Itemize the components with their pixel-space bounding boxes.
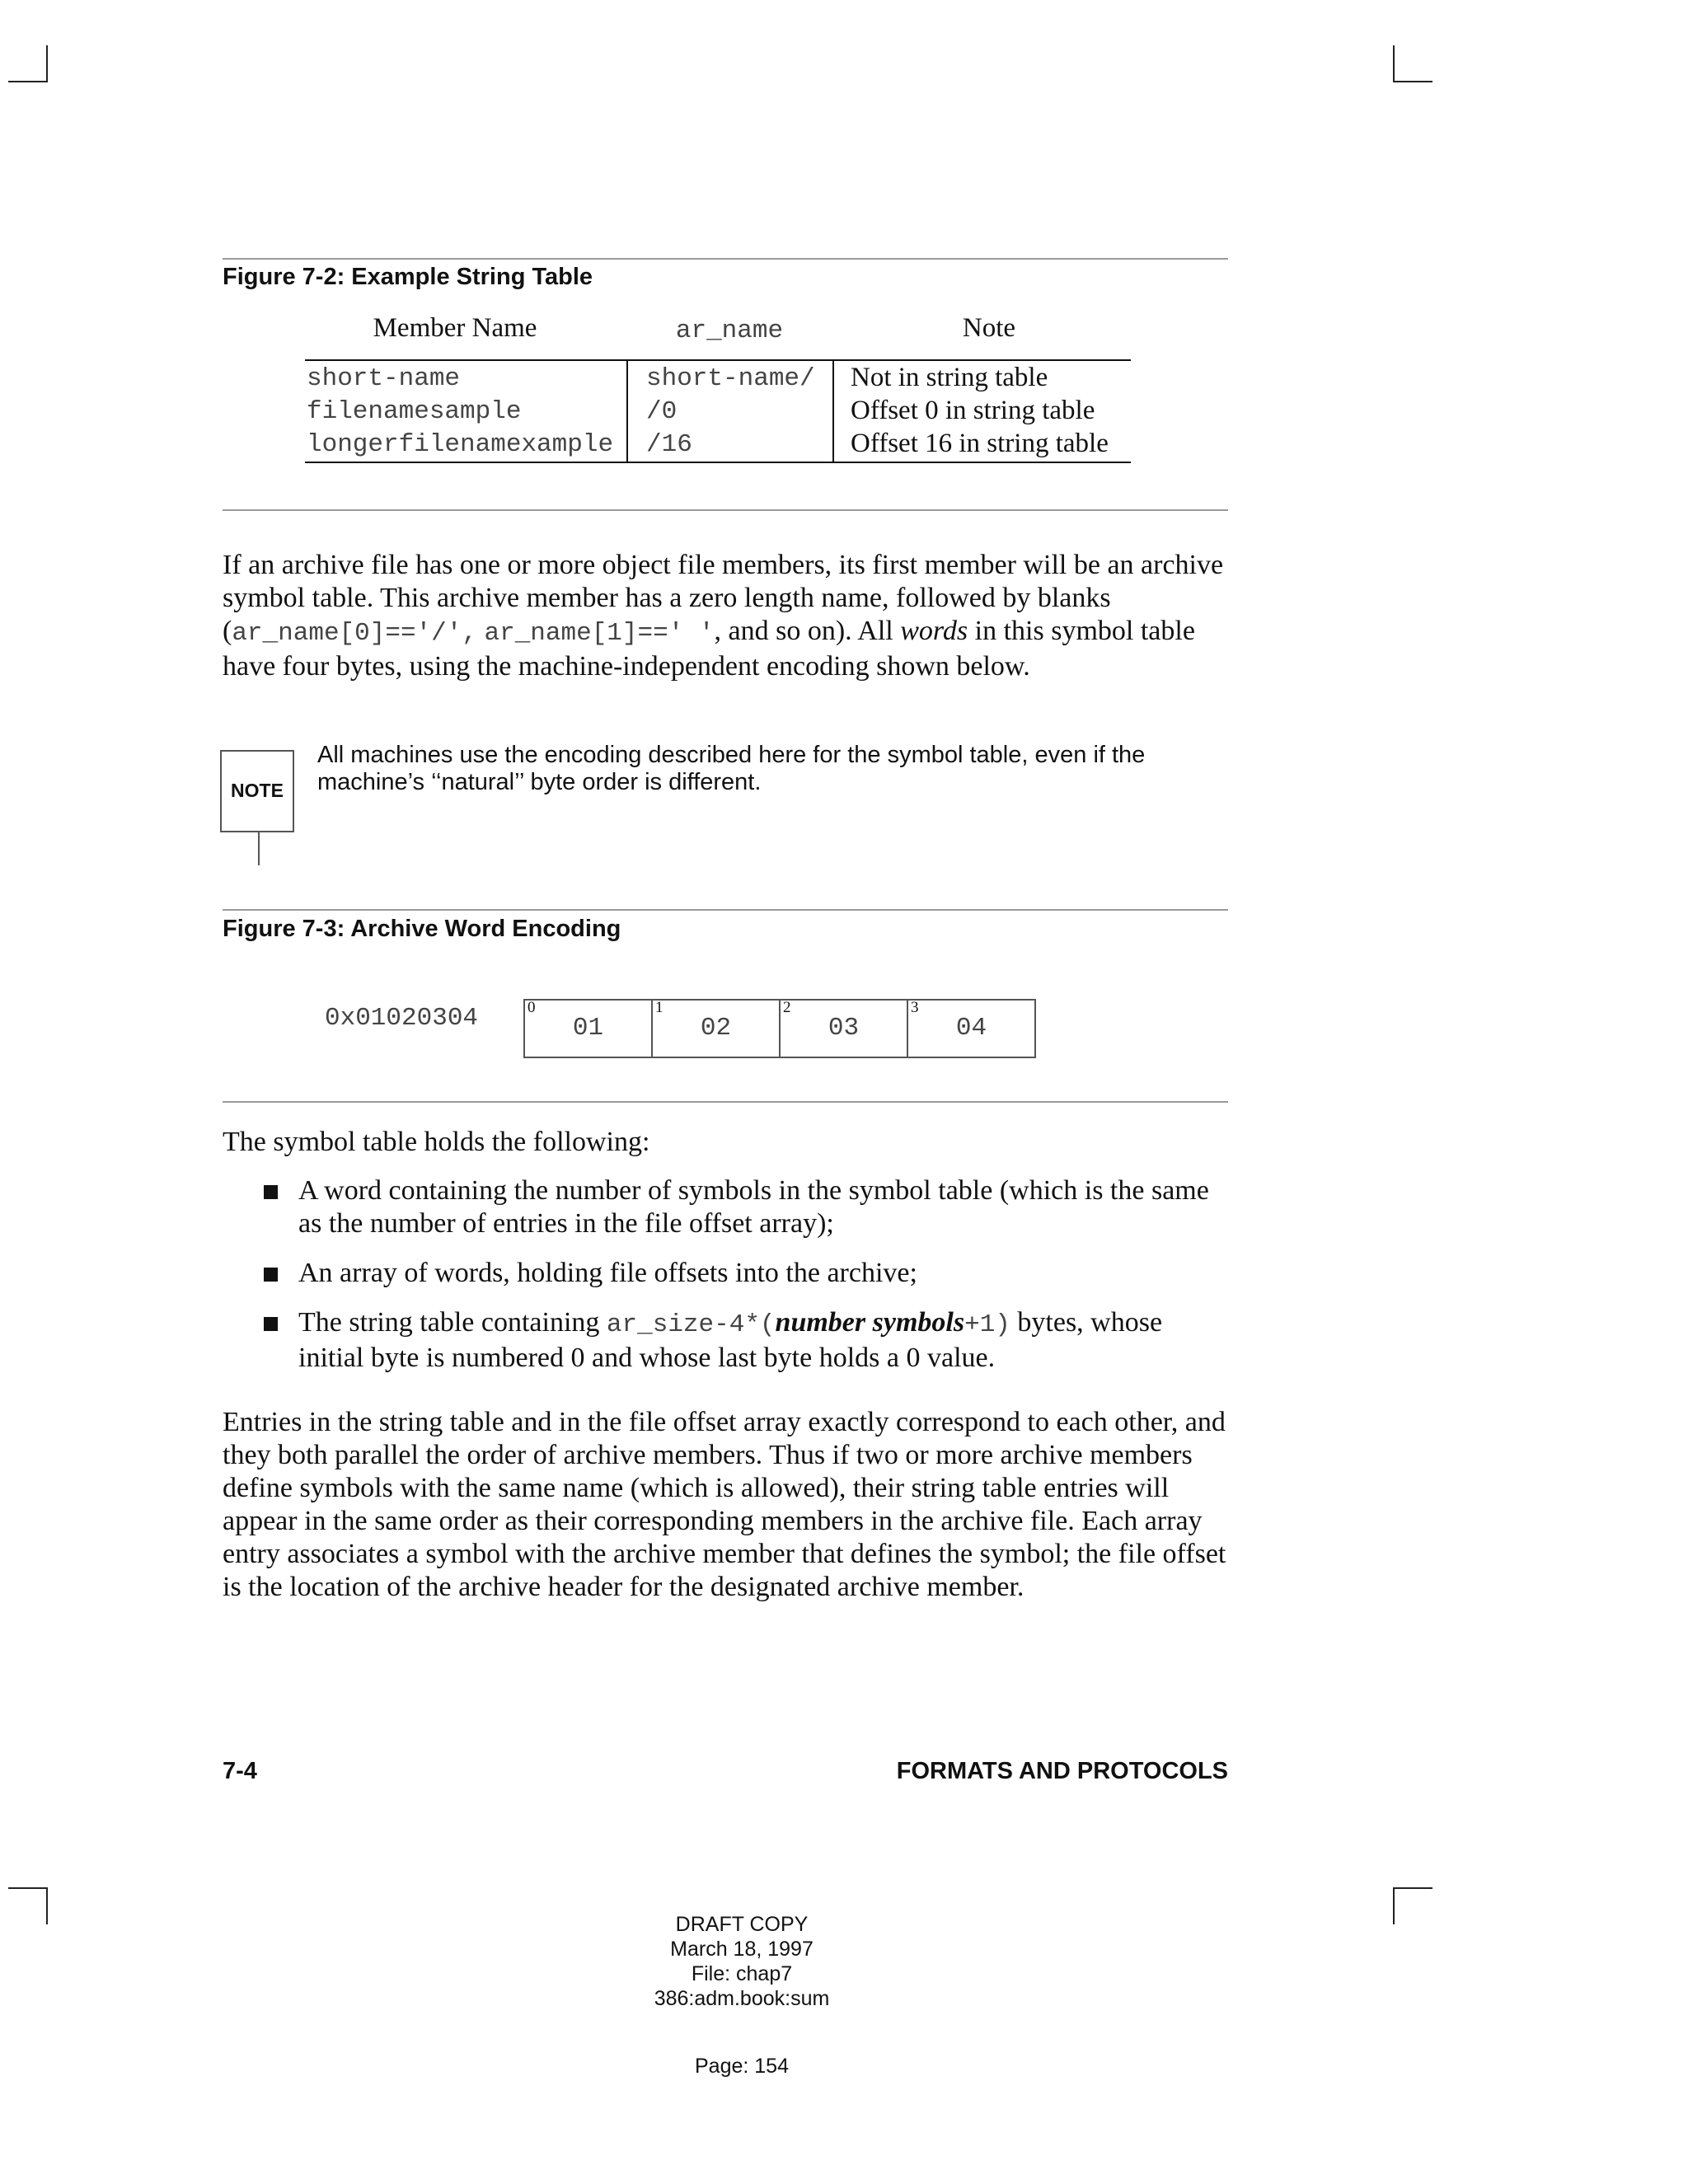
byte-cell xyxy=(779,999,908,1058)
table-cell-note: Offset 16 in string table xyxy=(851,429,1109,458)
draft-page-number: Page: 154 xyxy=(695,2055,789,2078)
byte-cell xyxy=(907,999,1036,1058)
bullet-square-icon xyxy=(264,1317,278,1331)
note-box xyxy=(220,750,294,832)
paragraph-string-table-entries: Entries in the string table and in the file offset array exactly correspond to each other, and they both parallel the order of archive members. Thus if two or more archive members define symbols with the same name (which is allowed), their string table entries will appear in the same order as their corresponding members in the archive file. Each array entry associates a symbol with the archive member that defines the symbol; the file offset is the location of the archive header for the designated archive member. xyxy=(223,1407,1226,1602)
list-item: A word containing the number of symbols in the symbol table (which is the same as the number of entries in the file offset array); xyxy=(264,1174,1228,1240)
bullet-square-icon xyxy=(264,1185,278,1199)
symbol-table-contents-list xyxy=(264,1174,1228,1391)
encoded-word-value: 0x01020304 xyxy=(325,1004,479,1033)
table-column-divider xyxy=(626,359,628,462)
paragraph-symbol-table-intro: The symbol table holds the following: xyxy=(223,1127,650,1157)
table-cell-note: Not in string table xyxy=(851,363,1048,392)
draft-copy-stamp xyxy=(577,1912,907,2011)
byte-value: 02 xyxy=(700,1014,732,1043)
byte-cell xyxy=(523,999,653,1058)
list-item: The string table containing ar_size-4*(number symbols+1) bytes, whose initial byte is numbered 0 and whose last byte holds a 0 value. xyxy=(264,1306,1228,1375)
byte-index: 2 xyxy=(783,999,791,1016)
table-column-divider xyxy=(832,359,834,462)
table-cell-member: filenamesample xyxy=(307,397,522,426)
bullet-square-icon xyxy=(264,1268,278,1282)
byte-value: 03 xyxy=(828,1014,860,1043)
page-number: 7-4 xyxy=(223,1758,257,1784)
draft-file: File: chap7 xyxy=(691,1962,793,1985)
byte-index: 3 xyxy=(911,999,919,1016)
byte-value: 04 xyxy=(955,1014,987,1043)
note-label: NOTE xyxy=(231,780,284,801)
byte-value: 01 xyxy=(572,1014,604,1043)
table-cell-member: short-name xyxy=(307,364,461,393)
draft-date: March 18, 1997 xyxy=(670,1938,814,1961)
table-cell-member: longerfilenamexample xyxy=(307,430,614,459)
draft-book: 386:adm.book:sum xyxy=(654,1987,830,2010)
header-note: Note xyxy=(962,313,1016,343)
table-cell-note: Offset 0 in string table xyxy=(851,396,1095,425)
note-tail xyxy=(258,831,260,865)
figure-top-rule xyxy=(223,258,1228,260)
list-item: An array of words, holding file offsets into the archive; xyxy=(264,1257,1228,1290)
table-cell-ar-name: short-name/ xyxy=(646,364,815,393)
byte-cell xyxy=(651,999,781,1058)
running-footer-title: FORMATS AND PROTOCOLS xyxy=(896,1758,1228,1784)
byte-index: 0 xyxy=(528,999,536,1016)
header-member-name: Member Name xyxy=(373,313,537,343)
table-cell-ar-name: /16 xyxy=(646,430,692,459)
paragraph-archive-symbol-table: If an archive file has one or more object file members, its first member will be an archive symbol table. This archive member has a zero length name, followed by blanks (ar_name[0]=='/', ar_name[1]==' ', and so on). All words in this symbol table have four bytes, using the machine-independent encoding shown below. xyxy=(223,550,1224,682)
draft-line: DRAFT COPY xyxy=(675,1913,809,1936)
figure-top-rule xyxy=(223,909,1228,911)
note-text: All machines use the encoding described here for the symbol table, even if the machine’s ‘‘natural’’ byte order is different. xyxy=(317,742,1146,795)
byte-index: 1 xyxy=(655,999,663,1016)
figure-7-2-caption: Figure 7-2: Example String Table xyxy=(223,264,593,290)
figure-bottom-rule xyxy=(223,1101,1228,1103)
table-cell-ar-name: /0 xyxy=(646,397,678,426)
table-bottom-rule xyxy=(305,462,1131,463)
figure-7-3-caption: Figure 7-3: Archive Word Encoding xyxy=(223,916,621,942)
figure-bottom-rule xyxy=(223,509,1228,511)
header-ar-name: ar_name xyxy=(675,316,784,345)
